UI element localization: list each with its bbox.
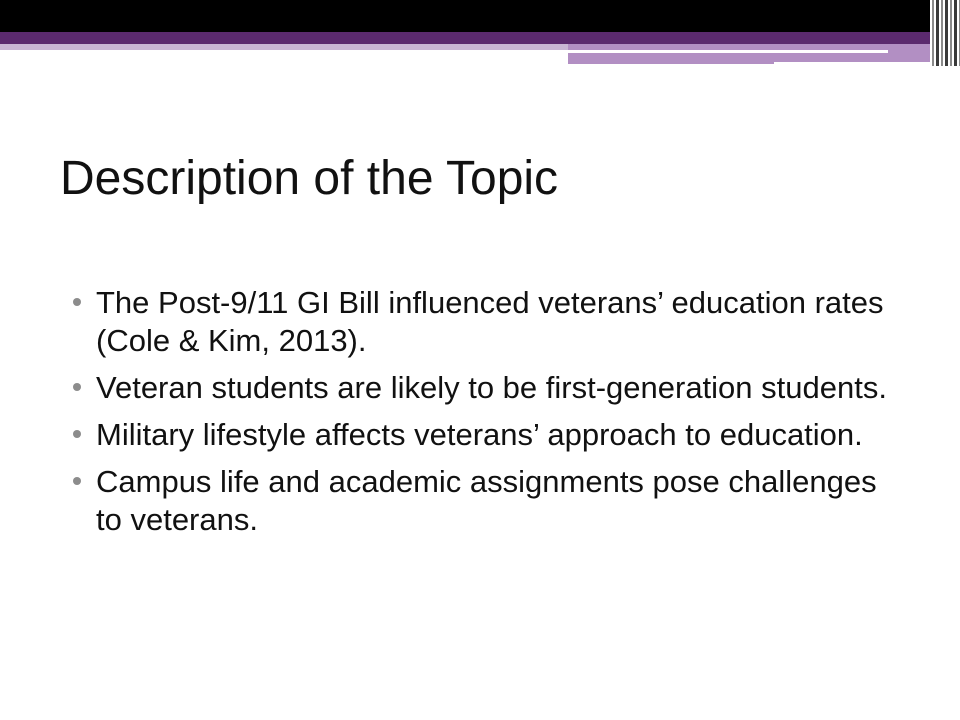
bullet-dot-icon	[73, 477, 81, 485]
header-stripes	[930, 0, 960, 66]
bullet-list	[72, 284, 892, 548]
bullet-dot-icon	[73, 383, 81, 391]
header-band-dark	[0, 0, 960, 32]
bullet-item	[72, 463, 892, 539]
bullet-text: The Post-9/11 GI Bill influenced veterans’ education rates (Cole & Kim, 2013).	[96, 285, 884, 358]
bullet-text: Military lifestyle affects veterans’ approach to education.	[96, 417, 863, 452]
header-band-lilac	[0, 44, 568, 50]
bullet-item	[72, 369, 892, 407]
bullet-text: Veteran students are likely to be first-generation students.	[96, 370, 887, 405]
header-band-purple	[0, 32, 960, 44]
bullet-item	[72, 284, 892, 360]
slide-title: Description of the Topic	[60, 152, 559, 205]
bullet-text: Campus life and academic assignments pose challenges to veterans.	[96, 464, 877, 537]
header-band-lilac-right	[568, 44, 960, 64]
bullet-dot-icon	[73, 298, 81, 306]
bullet-dot-icon	[73, 430, 81, 438]
header-divider-line	[568, 50, 888, 53]
bullet-item	[72, 416, 892, 454]
